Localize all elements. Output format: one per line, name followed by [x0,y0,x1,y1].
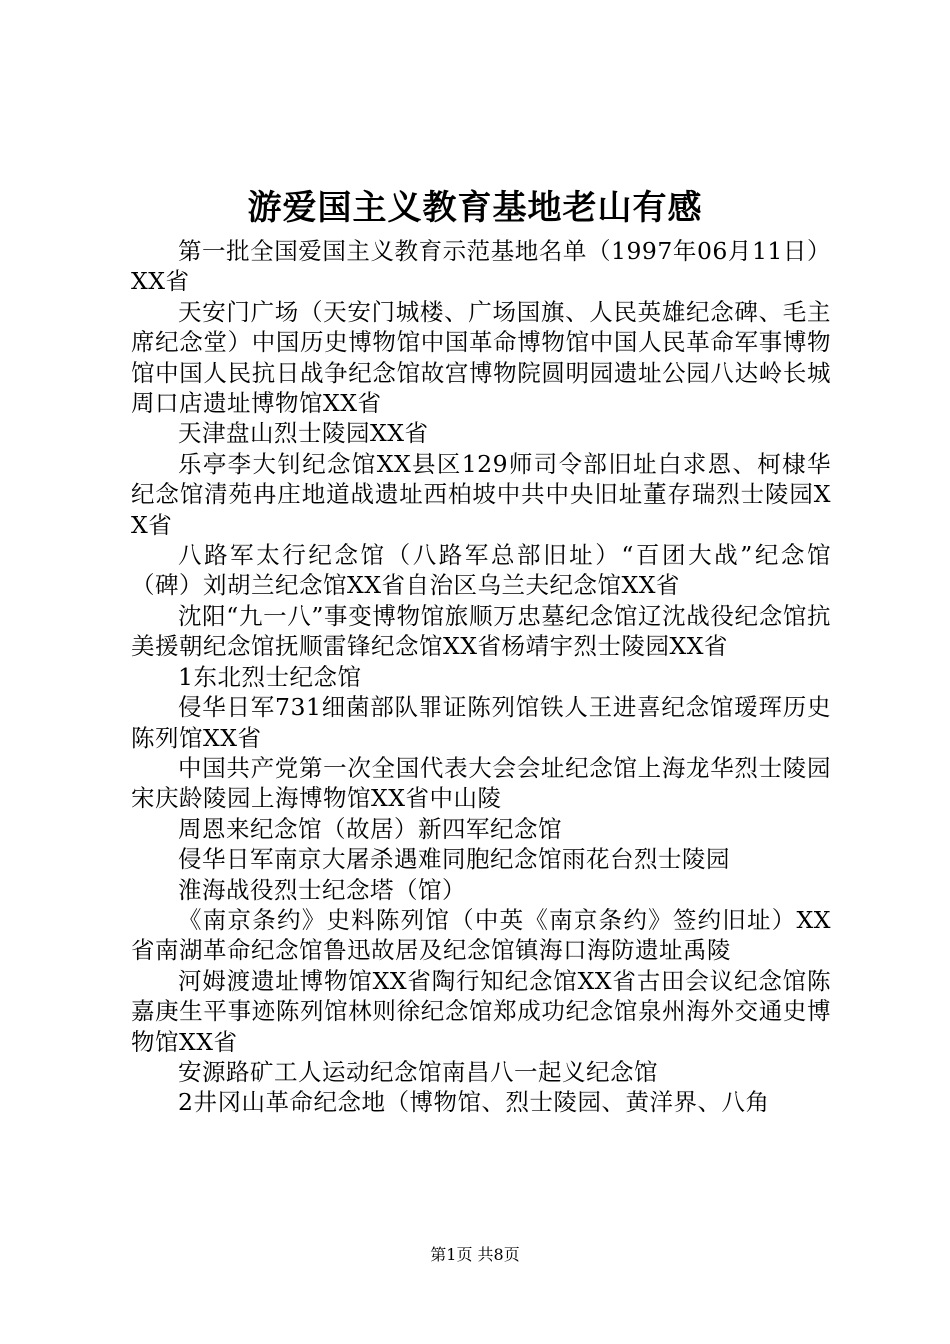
paragraph: 乐亭李大钊纪念馆XX县区129师司令部旧址白求恩、柯棣华纪念馆清苑冉庄地道战遗址西柏坡中共中央旧址董存瑞烈士陵园XX省 [131,449,831,539]
paragraph: 周恩来纪念馆（故居）新四军纪念馆 [178,814,562,843]
paragraph: 安源路矿工人运动纪念馆南昌八一起义纪念馆 [178,1057,658,1086]
paragraph: 沈阳“九一八”事变博物馆旅顺万忠墓纪念馆辽沈战役纪念馆抗美援朝纪念馆抚顺雷锋纪念馆XX省杨靖宇烈士陵园XX省 [131,601,831,661]
paragraph: 侵华日军731细菌部队罪证陈列馆铁人王进喜纪念馆瑷珲历史陈列馆XX省 [131,693,831,752]
page-footer: 第1页 共8页 [430,1245,520,1264]
paragraph: 河姆渡遗址博物馆XX省陶行知纪念馆XX省古田会议纪念馆陈嘉庚生平事迹陈列馆林则徐纪念馆郑成功纪念馆泉州海外交通史博物馆XX省 [131,966,831,1056]
paragraph: 1东北烈士纪念馆 [178,662,362,691]
paragraph: 天津盘山烈士陵园XX省 [178,419,429,448]
document-title: 游爱国主义教育基地老山有感 [247,188,703,228]
paragraph: 八路军太行纪念馆（八路军总部旧址）“百团大战”纪念馆（碑）刘胡兰纪念馆XX省自治区乌兰夫纪念馆XX省 [131,541,831,600]
paragraph: 侵华日军南京大屠杀遇难同胞纪念馆雨花台烈士陵园 [178,845,730,874]
paragraph: 第一批全国爱国主义教育示范基地名单（1997年06月11日）XX省 [131,237,831,296]
paragraph: 淮海战役烈士纪念塔（馆） [178,875,466,904]
paragraph: 天安门广场（天安门城楼、广场国旗、人民英雄纪念碑、毛主席纪念堂）中国历史博物馆中国革命博物馆中国人民革命军事博物馆中国人民抗日战争纪念馆故宫博物院圆明园遗址公园八达岭长城周口店遗址博物馆XX省 [131,297,831,418]
paragraph: 2井冈山革命纪念地（博物馆、烈士陵园、黄洋界、八角 [178,1088,770,1117]
paragraph: 中国共产党第一次全国代表大会会址纪念馆上海龙华烈士陵园宋庆龄陵园上海博物馆XX省中山陵 [131,753,831,813]
paragraph: 《南京条约》史料陈列馆（中英《南京条约》签约旧址）XX省南湖革命纪念馆鲁迅故居及纪念馆镇海口海防遗址禹陵 [131,905,831,965]
document-body [131,236,831,1118]
